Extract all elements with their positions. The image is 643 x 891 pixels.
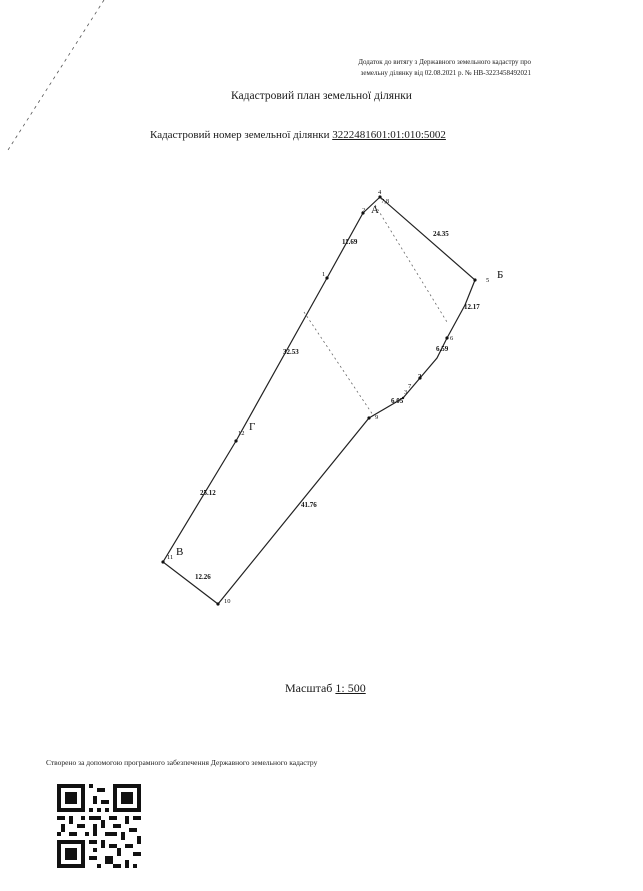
point-number-2: 2 [362, 207, 366, 214]
page-title: Кадастровий план земельної ділянки [231, 90, 412, 102]
length-segment-2: 2 [418, 373, 422, 381]
point-number-9: 9 [375, 414, 379, 421]
length-4-5: 24.35 [433, 230, 449, 238]
point-number-10: 10 [224, 598, 231, 605]
vertex-10 [216, 602, 219, 605]
dashed-divider-lower [304, 312, 373, 415]
length-12-11: 25.12 [200, 489, 216, 497]
point-number-7: 7 [408, 383, 412, 390]
corner-label-a: А [371, 204, 379, 216]
addendum-line-2: земельну ділянку від 02.08.2021 р. № НВ-3223458492021 [360, 69, 531, 77]
length-1-12: 32.53 [283, 348, 299, 356]
scale-label: Масштаб [285, 681, 333, 695]
qr-code [57, 784, 141, 868]
point-number-1: 1 [322, 271, 326, 278]
corner-label-v: В [176, 546, 184, 558]
length-10-9: 41.76 [301, 501, 317, 509]
vertex-5 [473, 278, 476, 281]
point-number-12: 12 [238, 430, 245, 437]
point-number-3: 3 [404, 389, 408, 396]
length-8-1: 11.69 [342, 238, 358, 246]
length-6-7: 6.59 [436, 345, 449, 353]
corner-label-g: Г [249, 421, 256, 433]
cadastral-number-label: Кадастровий номер земельної ділянки [150, 129, 330, 141]
point-number-4: 4 [378, 189, 382, 196]
vertex-6 [445, 336, 448, 339]
vertex-12 [234, 439, 237, 442]
dashed-divider-upper [375, 205, 447, 322]
point-number-5: 5 [486, 277, 490, 284]
point-number-6: 6 [450, 335, 454, 342]
plot-boundary [163, 197, 475, 604]
length-11-10: 12.26 [195, 573, 211, 581]
created-with-note: Створено за допомогою програмного забезпечення Державного земельного кадастру [46, 758, 318, 767]
point-number-11: 11 [167, 554, 174, 561]
vertex-11 [161, 560, 164, 563]
scale-line [285, 681, 366, 696]
length-7-9: 6.05 [391, 397, 404, 405]
vertex-9 [367, 416, 370, 419]
point-number-78: 7,8 [381, 198, 390, 205]
addendum-line-1: Додаток до витягу з Державного земельного кадастру про [358, 58, 531, 66]
cadastral-number-value: 3222481601:01:010:5002 [332, 129, 446, 141]
corner-label-b: Б [497, 269, 504, 281]
vertex-1 [325, 276, 328, 279]
length-5-6: 12.17 [464, 303, 480, 311]
scale-value: 1: 500 [335, 681, 366, 695]
